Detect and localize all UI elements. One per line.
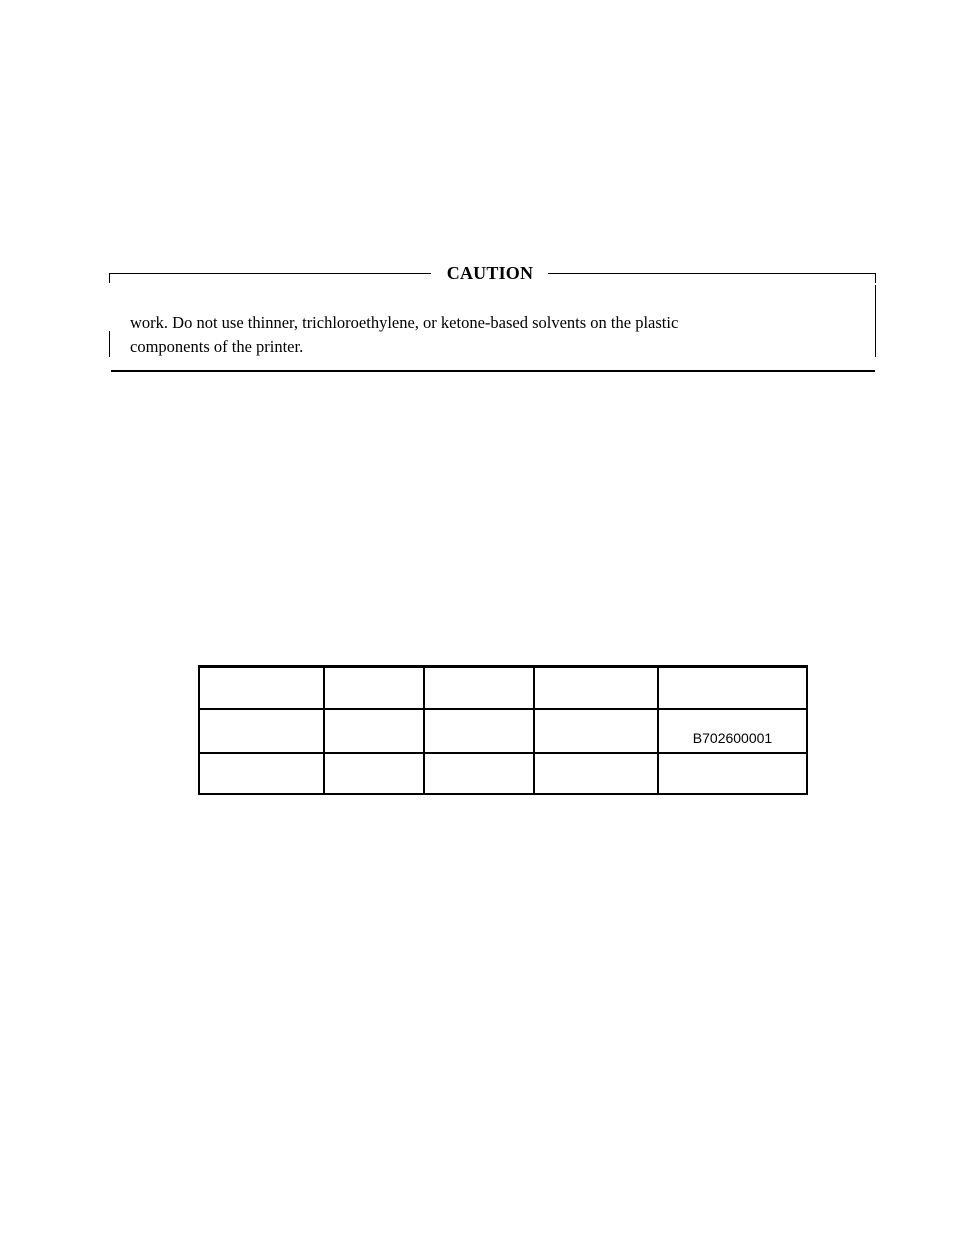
table-cell bbox=[424, 753, 534, 794]
caution-border-right bbox=[875, 285, 876, 357]
caution-line: work. Do not use thinner, trichloroethylene, or ketone-based solvents on the plastic bbox=[130, 313, 679, 332]
table-cell bbox=[199, 667, 324, 709]
table-cell bbox=[658, 667, 807, 709]
table-row bbox=[199, 709, 807, 753]
horizontal-rule bbox=[111, 370, 875, 372]
table-cell bbox=[658, 753, 807, 794]
table-cell bbox=[424, 709, 534, 753]
caution-border-top-left bbox=[109, 273, 431, 274]
parts-table bbox=[198, 665, 808, 795]
caution-border-top-right bbox=[548, 273, 876, 274]
caution-heading: CAUTION bbox=[446, 263, 534, 283]
table-cell bbox=[324, 667, 424, 709]
caution-box bbox=[109, 263, 876, 357]
table-row bbox=[199, 667, 807, 709]
caution-border-corner-left bbox=[109, 273, 110, 283]
table-cell bbox=[534, 667, 658, 709]
table-cell bbox=[534, 709, 658, 753]
part-number: B702600001 bbox=[692, 729, 773, 746]
table-cell bbox=[424, 667, 534, 709]
table-cell-part-number bbox=[658, 709, 807, 753]
table-cell bbox=[199, 753, 324, 794]
table-cell bbox=[534, 753, 658, 794]
caution-line: components of the printer. bbox=[130, 337, 304, 356]
table-row bbox=[199, 753, 807, 794]
caution-text bbox=[130, 311, 865, 359]
caution-border-left bbox=[109, 331, 110, 357]
table-cell bbox=[324, 753, 424, 794]
caution-border-corner-right bbox=[875, 273, 876, 283]
table-cell bbox=[199, 709, 324, 753]
table-cell bbox=[324, 709, 424, 753]
